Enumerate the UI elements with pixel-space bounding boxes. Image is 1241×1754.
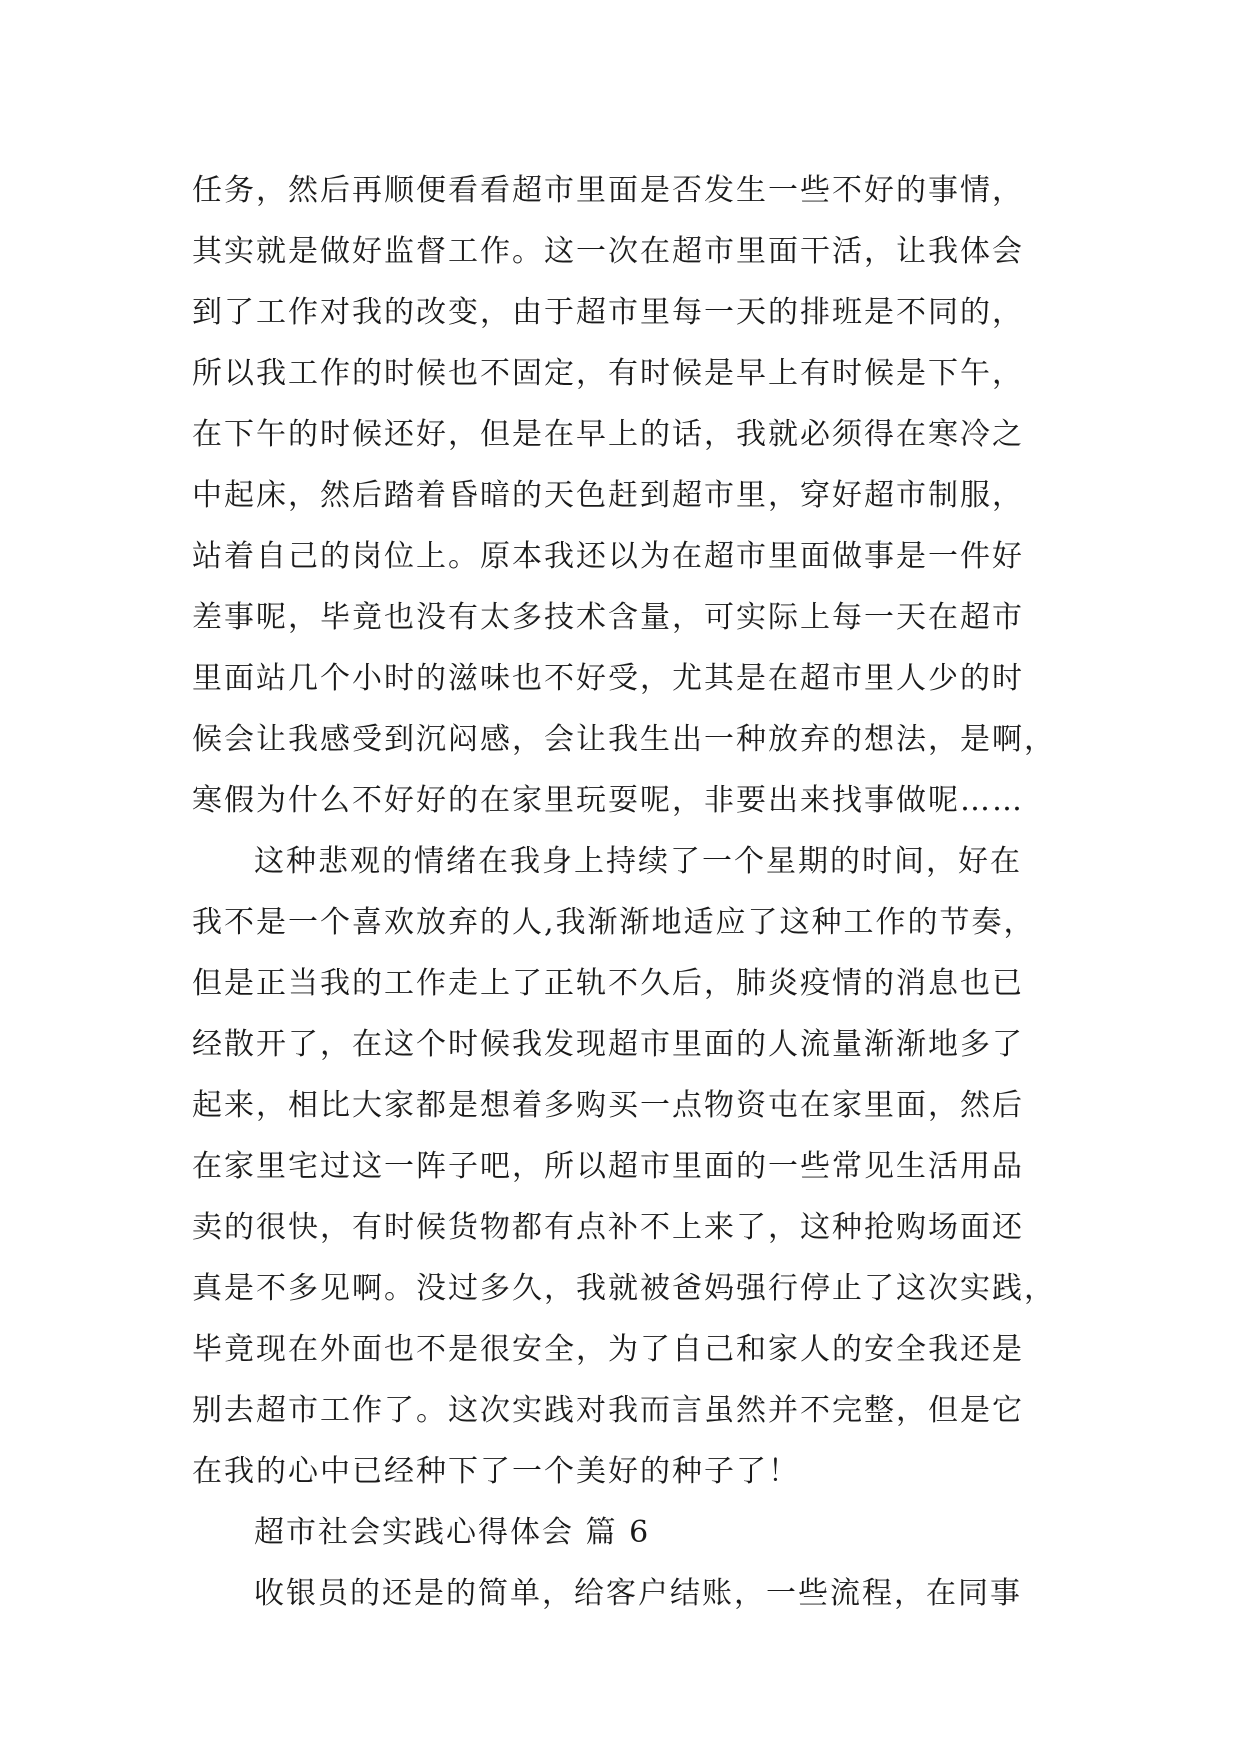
text-line: 真是不多见啊。没过多久，我就被爸妈强行停止了这次实践， [192,1271,1056,1306]
text-line: 毕竟现在外面也不是很安全，为了自己和家人的安全我还是 [192,1332,1024,1367]
paragraph-start-line: 收银员的还是的简单，给客户结账，一些流程，在同事 [254,1576,1022,1611]
text-line: 经散开了，在这个时候我发现超市里面的人流量渐渐地多了 [192,1027,1024,1062]
text-line: 任务，然后再顺便看看超市里面是否发生一些不好的事情， [192,173,1024,208]
text-line: 我不是一个喜欢放弃的人,我渐渐地适应了这种工作的节奏， [192,905,1036,940]
text-line: 起来，相比大家都是想着多购买一点物资屯在家里面，然后 [192,1088,1024,1123]
paragraph-start-line: 这种悲观的情绪在我身上持续了一个星期的时间，好在 [254,844,1022,879]
text-line: 候会让我感受到沉闷感，会让我生出一种放弃的想法，是啊， [192,722,1056,757]
text-line: 卖的很快，有时候货物都有点补不上来了，这种抢购场面还 [192,1210,1024,1245]
text-line: 别去超市工作了。这次实践对我而言虽然并不完整，但是它 [192,1393,1024,1428]
text-line: 到了工作对我的改变，由于超市里每一天的排班是不同的， [192,295,1024,330]
text-line: 站着自己的岗位上。原本我还以为在超市里面做事是一件好 [192,539,1024,574]
text-line: 其实就是做好监督工作。这一次在超市里面干活，让我体会 [192,234,1024,269]
text-line: 差事呢，毕竟也没有太多技术含量，可实际上每一天在超市 [192,600,1024,635]
text-line: 但是正当我的工作走上了正轨不久后，肺炎疫情的消息也已 [192,966,1024,1001]
text-line: 中起床，然后踏着昏暗的天色赶到超市里，穿好超市制服， [192,478,1024,513]
document-body [192,160,1056,1624]
text-line: 在家里宅过这一阵子吧，所以超市里面的一些常见生活用品 [192,1149,1024,1184]
text-line: 里面站几个小时的滋味也不好受，尤其是在超市里人少的时 [192,661,1024,696]
text-line: 在我的心中已经种下了一个美好的种子了！ [192,1454,800,1489]
section-heading: 超市社会实践心得体会 篇 6 [254,1515,651,1550]
text-line: 所以我工作的时候也不固定，有时候是早上有时候是下午， [192,356,1024,391]
text-line: 在下午的时候还好，但是在早上的话，我就必须得在寒冷之 [192,417,1024,452]
text-line: 寒假为什么不好好的在家里玩耍呢，非要出来找事做呢…… [192,783,1024,818]
